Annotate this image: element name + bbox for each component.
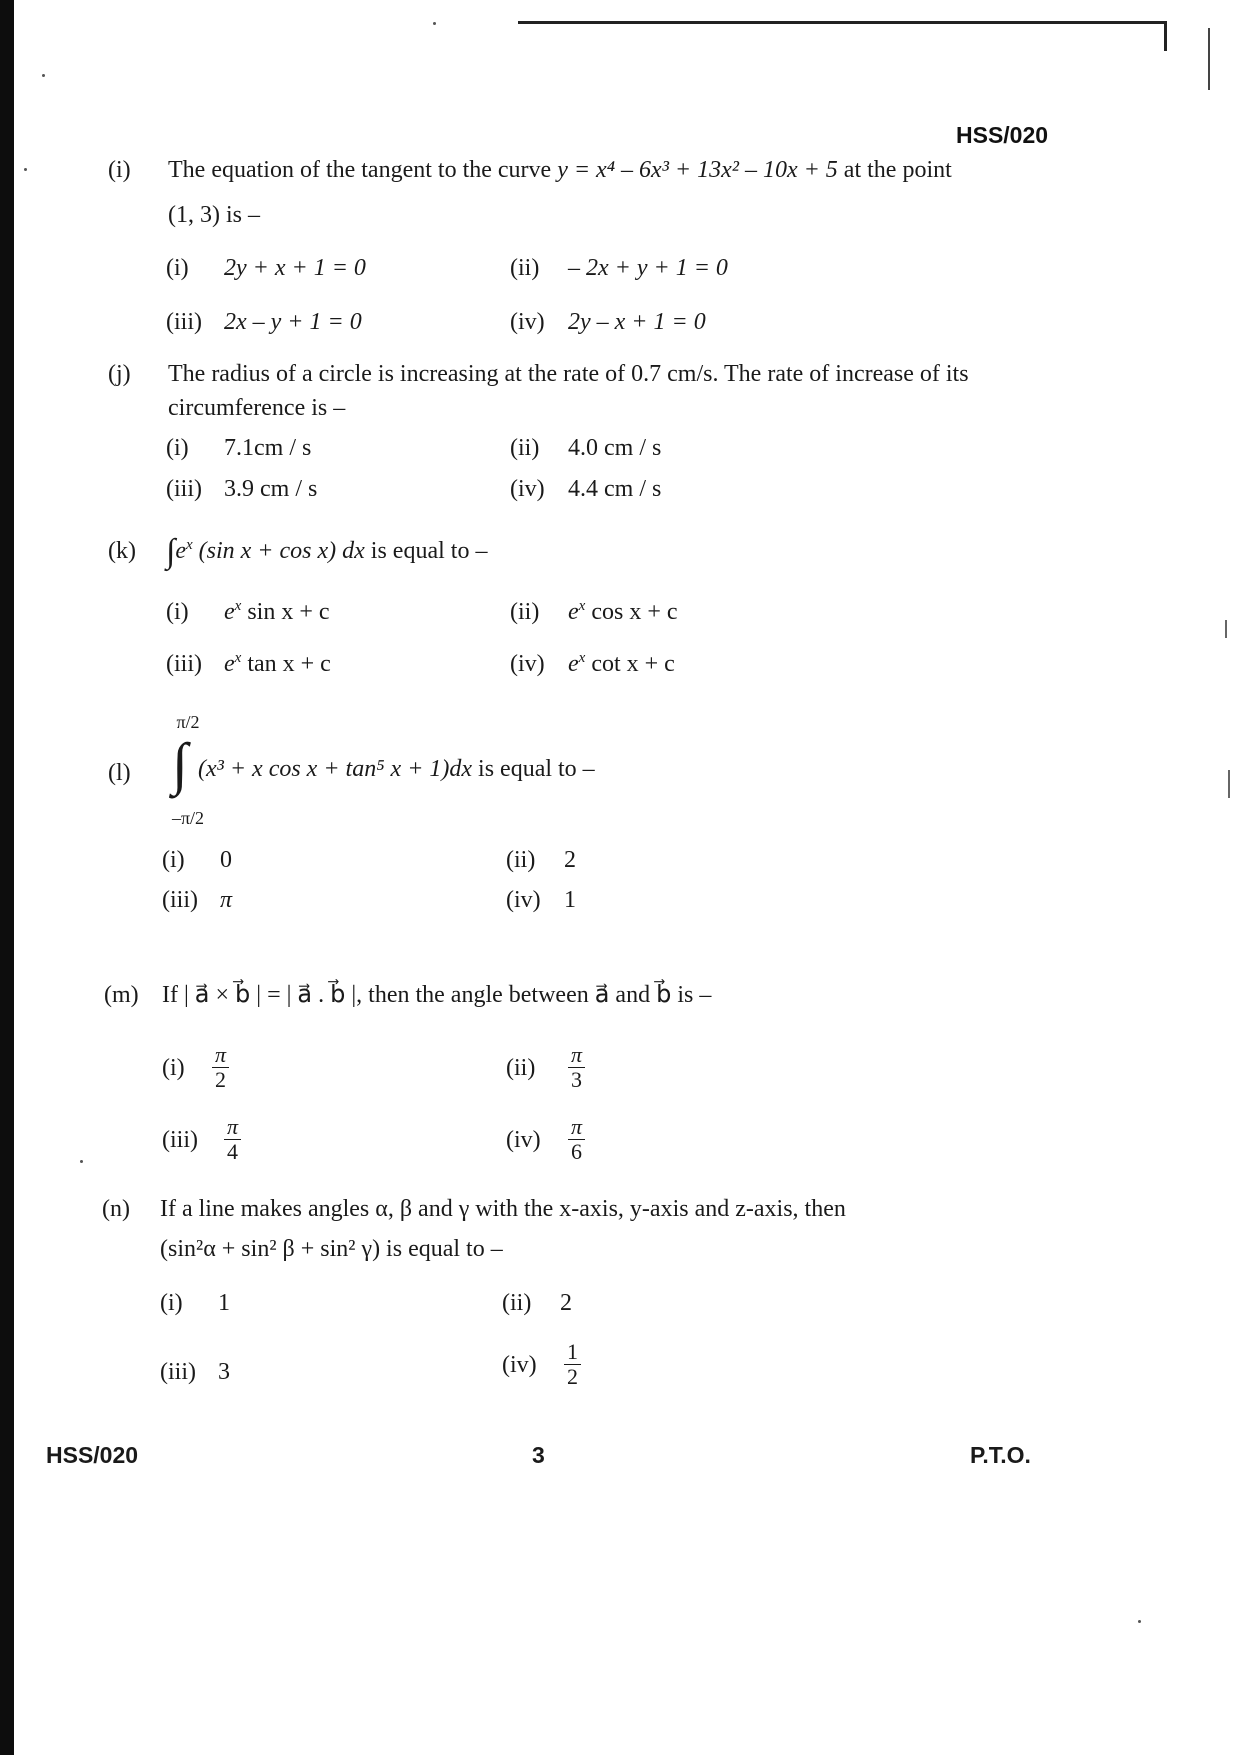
scan-speck: [1138, 1620, 1141, 1623]
option: (ii) $\frac{\pi}{3}$: [506, 1043, 589, 1092]
option: (iv) $\frac{1}{2}$: [502, 1340, 585, 1389]
question-number: (k): [108, 538, 136, 564]
option: (iii) 2x – y + 1 = 0: [166, 309, 362, 335]
fraction: $\frac{\pi}{4}$: [224, 1115, 241, 1164]
scan-speck: [42, 74, 45, 77]
option: (i) $e^x$ sin x + c: [166, 598, 330, 625]
scan-speck: [80, 1160, 83, 1163]
question-text: If a line makes angles α, β and γ with the x-axis, y-axis and z-axis, then (sin²α + sin² β + sin² γ) is equal to –: [160, 1196, 846, 1262]
fraction: $\frac{1}{2}$: [564, 1340, 581, 1389]
page-number: 3: [532, 1442, 545, 1468]
scan-mark: [1208, 28, 1210, 90]
footer-paper-code: HSS/020: [46, 1442, 139, 1468]
option: (iv) 1: [506, 887, 576, 913]
question-text: The radius of a circle is increasing at the rate of 0.7 cm/s. The rate of increase of its circumference is –: [168, 361, 969, 421]
option: (i) 1: [160, 1290, 230, 1316]
option: (iii) $e^x$ tan x + c: [166, 650, 331, 677]
option: (ii) 2: [502, 1290, 572, 1316]
question-number: (m): [104, 982, 139, 1008]
option: (i) 0: [162, 847, 232, 873]
option: (i) 7.1cm / s: [166, 435, 312, 461]
option: (iii) π: [162, 887, 233, 913]
paper-code: HSS/020: [956, 122, 1049, 148]
fraction: $\frac{\pi}{6}$: [568, 1115, 585, 1164]
option: (iv) $e^x$ cot x + c: [510, 650, 675, 677]
scan-speck: [433, 22, 436, 25]
integral-sign: ∫: [172, 731, 188, 796]
top-rule: [518, 21, 1166, 24]
question-text: $\int e^x$ (sin x + cos x) dx is equal to –: [166, 533, 488, 570]
top-rule-tick: [1164, 21, 1167, 51]
option: (ii) $e^x$ cos x + c: [510, 598, 678, 625]
option: (ii) – 2x + y + 1 = 0: [510, 255, 728, 281]
upper-limit: π/2: [176, 712, 200, 732]
scan-left-border: [0, 0, 14, 1755]
option: (i) 2y + x + 1 = 0: [166, 255, 366, 281]
option: (ii) 2: [506, 847, 576, 873]
pto-label: P.T.O.: [970, 1442, 1031, 1468]
option: (iv) 4.4 cm / s: [510, 476, 662, 502]
scan-mark: [1225, 620, 1227, 638]
question-text: If | a⃗ × b⃗ | = | a⃗ . b⃗ |, then the angle between a⃗ and b⃗ is –: [162, 982, 712, 1008]
question-number: (l): [108, 760, 131, 786]
fraction: $\frac{\pi}{2}$: [212, 1043, 229, 1092]
question-number: (n): [102, 1196, 130, 1222]
option: (iv) 2y – x + 1 = 0: [510, 309, 706, 335]
option: (iii) 3: [160, 1359, 230, 1385]
integral-sign: ∫: [166, 533, 176, 570]
question-l: [108, 712, 1008, 832]
question-number: (i): [108, 157, 131, 183]
lower-limit: –π/2: [171, 808, 205, 828]
curve-equation: y = x⁴ – 6x³ + 13x² – 10x + 5: [557, 157, 838, 183]
scan-speck: [24, 168, 27, 171]
question-text: (x³ + x cos x + tan⁵ x + 1)dx is equal to –: [198, 756, 595, 782]
scan-mark: [1228, 770, 1230, 798]
option: (iii) $\frac{\pi}{4}$: [162, 1115, 245, 1164]
option: (iv) $\frac{\pi}{6}$: [506, 1115, 589, 1164]
option: (iii) 3.9 cm / s: [166, 476, 318, 502]
question-text: The equation of the tangent to the curve y = x⁴ – 6x³ + 13x² – 10x + 5 at the point (1, 3) is –: [168, 157, 952, 228]
fraction: $\frac{\pi}{3}$: [568, 1043, 585, 1092]
question-number: (j): [108, 361, 131, 387]
option: (ii) 4.0 cm / s: [510, 435, 662, 461]
option: (i) $\frac{\pi}{2}$: [162, 1043, 233, 1092]
